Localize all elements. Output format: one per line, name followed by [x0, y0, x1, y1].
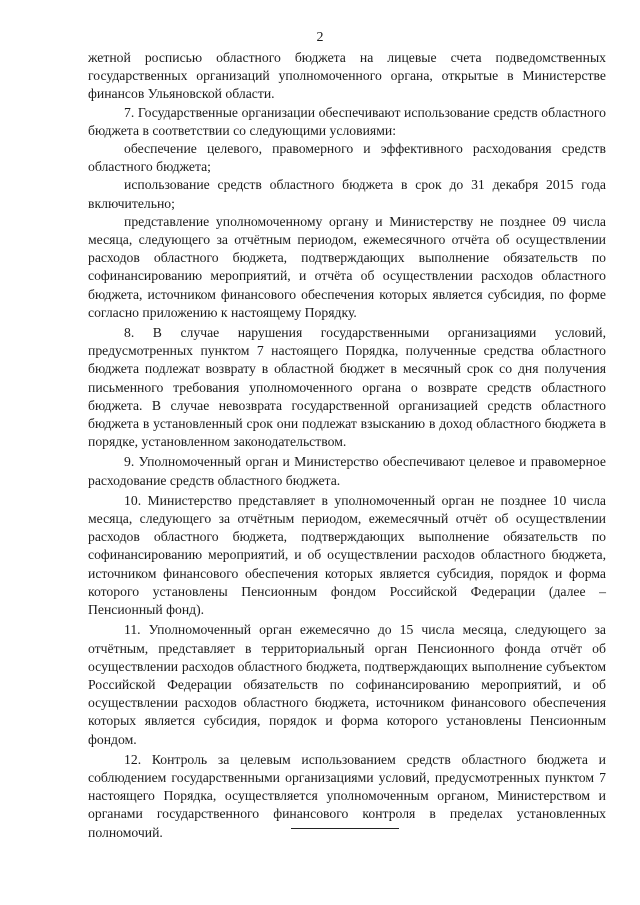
paragraph-7-condition-2: использование средств областного бюджета в срок до 31 декабря 2015 года включительно;: [88, 177, 606, 211]
page-number: 2: [316, 30, 324, 45]
paragraph-12: 12. Контроль за целевым использованием средств областного бюджета и соблюдением государственными организациями условий, предусмотренных пунктом 7 настоящего Порядка, осуществляется уполномоченным органом, Министерством и органами государственного финансового контроля в пределах установленных полномочий.: [88, 751, 606, 840]
paragraph-11: 11. Уполномоченный орган ежемесячно до 15 числа месяца, следующего за отчётным, представляет в территориальный орган Пенсионного фонда отчёт об осуществлении расходов областного бюджета, подтверждающих выполнение субъектом Российской Федерации обязательств по софинансированию мероприятий, и об осуществлении расходов областного бюджета, источником финансового обеспечения которых является субсидия, порядок и форма которого установлены Пенсионным фондом.: [88, 622, 606, 747]
paragraph-7: 7. Государственные организации обеспечивают использование средств областного бюджета в соответствии со следующими условиями:: [88, 104, 606, 138]
paragraph-8: 8. В случае нарушения государственными организациями условий, предусмотренных пунктом 7 настоящего Порядка, полученные средства областного бюджета подлежат возврату в областной бюджет в месячный срок со дня получения письменного требования уполномоченного органа о возврате средств областного бюджета. В случае невозврата государственной организацией средств областного бюджета в установленный срок они подлежат взысканию в доход областного бюджета в порядке, установленном законодательством.: [88, 325, 606, 450]
document-body: [88, 49, 606, 842]
end-of-document-rule: [291, 828, 399, 829]
paragraph-9: 9. Уполномоченный орган и Министерство обеспечивают целевое и правомерное расходование средств областного бюджета.: [88, 454, 606, 488]
paragraph-7-condition-3: представление уполномоченному органу и Министерству не позднее 09 числа месяца, следующего за отчётным периодом, ежемесячного отчёта об осуществлении расходов областного бюджета, подтверждающих выполнение обязательств по софинансированию мероприятий, и отчёта об осуществлении расходов областного бюджета, источником финансового обеспечения которых является субсидия, по форме согласно приложению к настоящему Порядку.: [88, 213, 606, 320]
paragraph-7-condition-1: обеспечение целевого, правомерного и эффективного расходования средств областного бюджета;: [88, 141, 606, 175]
paragraph-10: 10. Министерство представляет в уполномоченный орган не позднее 10 числа месяца, следующего за отчётным периодом, ежемесячный отчёт об осуществлении расходов областного бюджета, подтверждающих выполнение обязательств по софинансированию мероприятий, и об осуществлении расходов областного бюджета, источником финансового обеспечения которых является субсидия, порядок и форма которого установлены Пенсионным фондом Российской Федерации (далее – Пенсионный фонд).: [88, 492, 606, 618]
paragraph-continuation: жетной росписью областного бюджета на лицевые счета подведомственных государственных организаций уполномоченного органа, открытые в Министерстве финансов Ульяновской области.: [88, 50, 606, 102]
